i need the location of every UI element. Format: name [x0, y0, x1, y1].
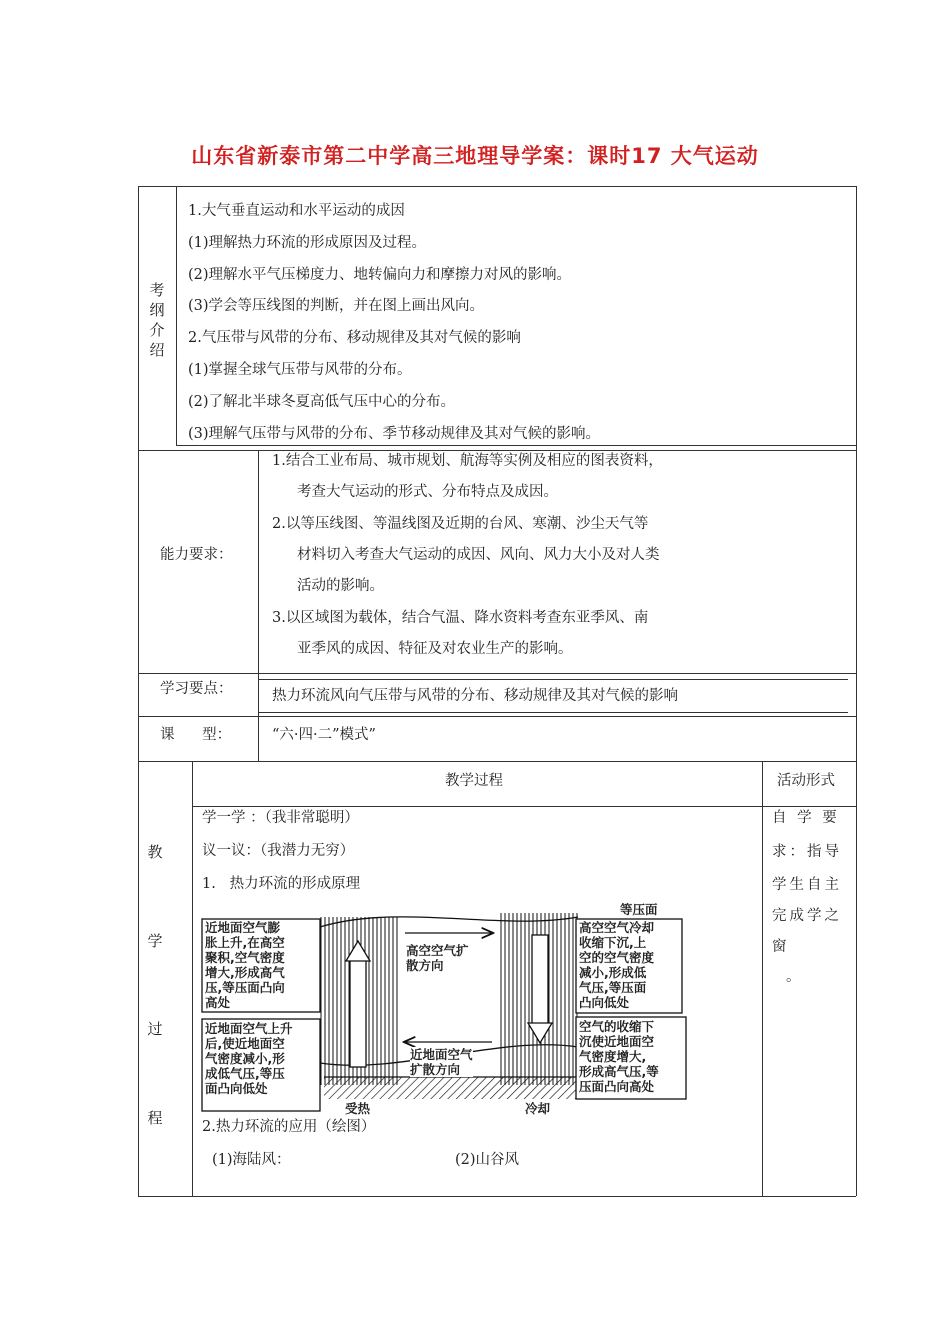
diagram-text: 增大,形成高气: [205, 965, 285, 980]
diagram-text: 高处: [205, 995, 231, 1010]
activity-header: 活动形式: [777, 773, 835, 789]
process-line: 议一议：（我潜力无穷）: [202, 843, 355, 859]
kaogang-line: (3)理解气压带与风带的分布、季节移动规律及其对气候的影响。: [188, 426, 601, 442]
nengli-line: 材料切入考查大气运动的成因、风向、风力大小及对人类: [297, 547, 660, 563]
diagram-text: 空的空气密度: [579, 950, 655, 965]
kexing-label: 课 型：: [160, 727, 232, 743]
application-title: 2.热力环流的应用（绘图）: [202, 1119, 376, 1135]
diagram-text: 气密度增大,: [579, 1049, 647, 1064]
yaodian-content: 热力环流风向气压带与风带的分布、移动规律及其对气候的影响: [272, 688, 678, 704]
diagram-text: 面凸向低处: [205, 1081, 268, 1096]
diagram-text: 压,等压面凸向: [205, 980, 285, 995]
activity-line: 。: [786, 969, 801, 985]
nengli-line: 活动的影响。: [297, 578, 384, 594]
diagram-text: 高空空气冷却: [579, 920, 655, 935]
kaogang-line: (1)掌握全球气压带与风带的分布。: [188, 362, 412, 378]
process-side-char: 过: [147, 1020, 163, 1038]
kexing-content: “六·四·二”模式”: [272, 727, 376, 743]
activity-line: 完成学之: [772, 908, 842, 924]
kaogang-label-char: 纲: [149, 301, 165, 319]
cooled-label: 冷却: [525, 1101, 551, 1116]
process-line: 学一学 ：（我非常聪明）: [202, 810, 359, 826]
kaogang-line: (3)学会等压线图的判断，并在图上画出风向。: [188, 298, 485, 314]
process-line: 1. 热力环流的形成原理: [202, 876, 361, 892]
nengli-line: 1.结合工业布局、城市规划、航海等实例及相应的图表资料，: [272, 453, 663, 469]
diagram-text: 后,使近地面空: [205, 1036, 285, 1051]
diagram-text: 凸向低处: [579, 995, 630, 1010]
nengli-line: 考查大气运动的形式、分布特点及成因。: [297, 484, 558, 500]
diagram-center-top-label: [406, 943, 469, 973]
ground-surface: [324, 1077, 584, 1099]
diagram-text: 扩散方向: [410, 1062, 461, 1077]
yaodian-label: 学习要点：: [160, 681, 233, 697]
kaogang-label-char: 考: [149, 281, 165, 299]
process-side-char: 学: [147, 932, 163, 950]
process-side-char: 程: [147, 1109, 163, 1127]
application-item-sea-land: (1)海陆风：: [212, 1152, 291, 1168]
kaogang-line: 1.大气垂直运动和水平运动的成因: [188, 203, 405, 219]
diagram-text: 空气的收缩下: [579, 1019, 655, 1034]
diagram-text: 沉使近地面空: [579, 1034, 655, 1049]
thermal-circulation-diagram: [200, 902, 700, 1124]
application-item-valley: (2)山谷风: [455, 1152, 520, 1168]
kaogang-line: 2.气压带与风带的分布、移动规律及其对气候的影响: [188, 330, 521, 346]
heated-label: 受热: [345, 1101, 371, 1116]
diagram-text: 近地面空气上升: [205, 1021, 293, 1036]
diagram-text: 成低气压,等压: [205, 1066, 285, 1081]
nengli-line: 3.以区域图为载体，结合气温、降水资料考查东亚季风、南: [272, 610, 649, 626]
process-side-char: 教: [147, 843, 163, 861]
kaogang-label-char: 绍: [149, 341, 165, 359]
diagram-text: 胀上升,在高空: [205, 935, 285, 950]
activity-line: 窗: [772, 939, 787, 955]
kaogang-line: (2)了解北半球冬夏高低气压中心的分布。: [188, 394, 456, 410]
diagram-text: 散方向: [406, 958, 444, 973]
activity-line: 学生自主: [772, 877, 842, 893]
diagram-text: 压面凸向高处: [579, 1079, 655, 1094]
kaogang-line: (2)理解水平气压梯度力、地转偏向力和摩擦力对风的影响。: [188, 267, 572, 283]
nengli-line: 2.以等压线图、等温线图及近期的台风、寒潮、沙尘天气等: [272, 516, 649, 532]
diagram-text: 减小,形成低: [579, 965, 647, 980]
document-title: 山东省新泰市第二中学高三地理导学案：课时17 大气运动: [191, 144, 759, 168]
kaogang-line: (1)理解热力环流的形成原因及过程。: [188, 235, 427, 251]
diagram-text: 近地面空气: [410, 1047, 473, 1062]
diagram-text: 形成高气压,等: [579, 1064, 659, 1079]
diagram-text: 聚积,空气密度: [205, 950, 285, 965]
diagram-box-top-right: [579, 920, 654, 1010]
diagram-box-top-left: [205, 920, 285, 1010]
diagram-box-bottom-left: [205, 1021, 293, 1096]
diagram-text: 气压,等压面: [579, 980, 647, 995]
diagram-center-bottom-label: [410, 1047, 473, 1077]
nengli-line: 亚季风的成因、特征及对农业生产的影响。: [297, 641, 573, 657]
diagram-text: 收缩下沉,上: [579, 935, 647, 950]
activity-line: 自 学 要: [772, 810, 840, 826]
diagram-text: 近地面空气膨: [205, 920, 281, 935]
activity-line: 求：指导: [772, 844, 842, 860]
isobar-label: 等压面: [620, 902, 658, 917]
diagram-text: 高空空气扩: [406, 943, 469, 958]
process-header: 教学过程: [445, 773, 503, 789]
nengli-label: 能力要求：: [160, 547, 233, 563]
diagram-box-bottom-right: [579, 1019, 659, 1094]
kaogang-label-char: 介: [149, 321, 165, 339]
diagram-text: 气密度减小,形: [205, 1051, 285, 1066]
